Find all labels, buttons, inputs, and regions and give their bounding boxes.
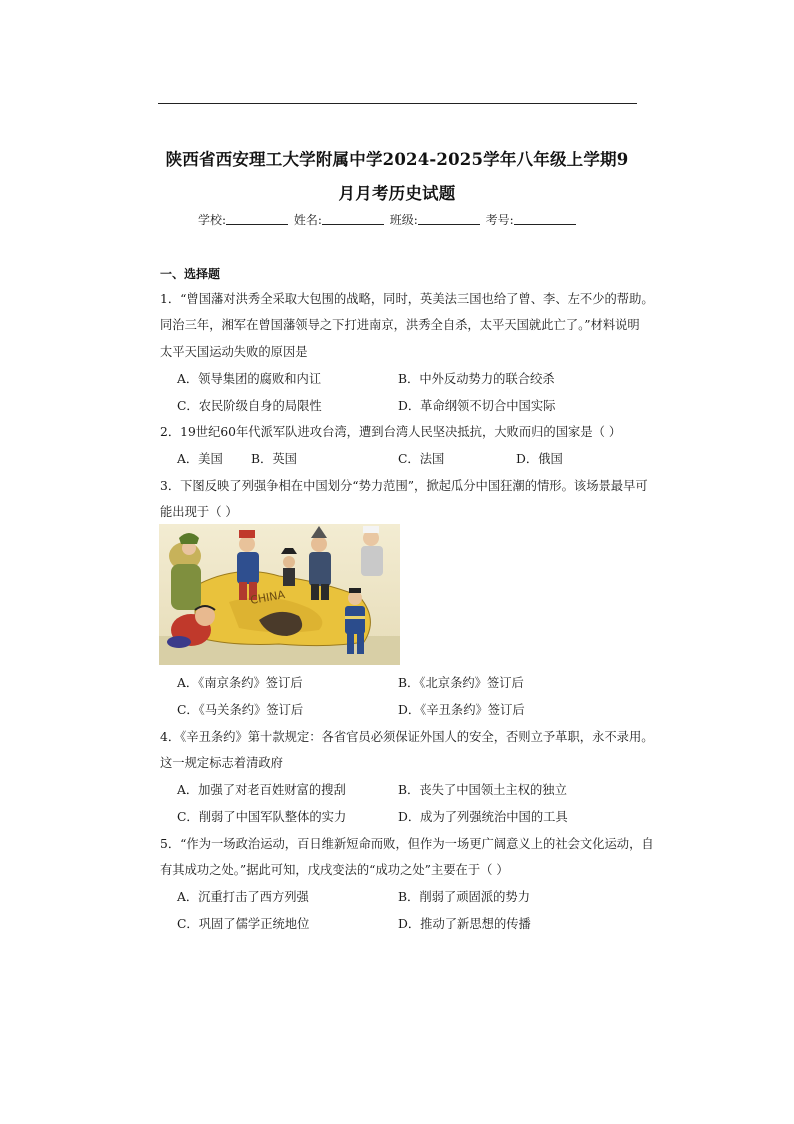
school-blank[interactable] <box>226 212 288 225</box>
q3-option-b[interactable]: B．《北京条约》签订后 <box>398 676 524 690</box>
q2-option-d[interactable]: D．俄国 <box>516 452 563 466</box>
q2-option-a[interactable]: A．美国 <box>177 452 223 466</box>
q5-stem-line-1: 5．“作为一场政治运动，百日维新短命而败，但作为一场更广阔意义上的社会文化运动，自 <box>160 837 654 851</box>
q2-option-b[interactable]: B．英国 <box>251 452 297 466</box>
student-info-row <box>198 211 578 228</box>
q4-option-b[interactable]: B．丧失了中国领土主权的独立 <box>398 783 567 797</box>
q4-stem-line-2: 这一规定标志着清政府 <box>160 756 283 770</box>
q4-option-a[interactable]: A．加强了对老百姓财富的搜刮 <box>177 783 346 797</box>
school-label: 学校: <box>198 213 227 227</box>
header-rule <box>158 103 637 104</box>
q1-option-a[interactable]: A．领导集团的腐败和内讧 <box>177 372 322 386</box>
q1-option-c[interactable]: C．农民阶级自身的局限性 <box>177 399 322 413</box>
exam-title-line-2: 月月考历史试题 <box>338 184 456 203</box>
name-label: 姓名: <box>293 213 322 227</box>
q3-stem-line-1: 3．下图反映了列强争相在中国划分“势力范围”，掀起瓜分中国狂潮的情形。该场景最早可 <box>160 479 648 493</box>
exam-number-label: 考号: <box>485 213 514 227</box>
q3-stem-line-2: 能出现于（ ） <box>160 505 238 519</box>
q3-option-a[interactable]: A．《南京条约》签订后 <box>177 676 303 690</box>
q5-option-a[interactable]: A．沉重打击了西方列强 <box>177 890 309 904</box>
exam-number-blank[interactable] <box>514 212 576 225</box>
q5-option-d[interactable]: D．推动了新思想的传播 <box>398 917 531 931</box>
q5-stem-line-2: 有其成功之处。”据此可知，戊戌变法的“成功之处”主要在于（ ） <box>160 863 509 877</box>
section-heading: 一、选择题 <box>160 267 221 281</box>
exam-title-line-1: 陕西省西安理工大学附属中学2024-2025学年八年级上学期9 <box>165 150 629 169</box>
q4-stem-line-1: 4．《辛丑条约》第十款规定：各省官员必须保证外国人的安全，否则立予革职，永不录用。 <box>160 730 654 744</box>
class-label: 班级: <box>389 213 418 227</box>
q4-option-c[interactable]: C．削弱了中国军队整体的实力 <box>177 810 347 824</box>
name-blank[interactable] <box>322 212 384 225</box>
q3-option-d[interactable]: D．《辛丑条约》签订后 <box>398 703 525 717</box>
q5-option-c[interactable]: C．巩固了儒学正统地位 <box>177 917 310 931</box>
q2-option-c[interactable]: C．法国 <box>398 452 445 466</box>
q1-stem-line-2: 同治三年，湘军在曾国藩领导之下打进南京，洪秀全自杀，太平天国就此亡了。”材料说明 <box>160 318 640 332</box>
q5-option-b[interactable]: B．削弱了顽固派的势力 <box>398 890 531 904</box>
q3-option-c[interactable]: C．《马关条约》签订后 <box>177 703 304 717</box>
q1-option-b[interactable]: B．中外反动势力的联合绞杀 <box>398 372 555 386</box>
class-blank[interactable] <box>418 212 480 225</box>
q1-stem-line-1: 1．“曾国藩对洪秀全采取大包围的战略，同时，英美法三国也给了曾、李、左不少的帮助。 <box>160 292 654 306</box>
q4-option-d[interactable]: D．成为了列强统治中国的工具 <box>398 810 568 824</box>
carving-up-china-cartoon <box>159 524 400 665</box>
q1-stem-line-3: 太平天国运动失败的原因是 <box>160 345 308 359</box>
cartoon-label: CHINA <box>249 588 286 607</box>
q2-stem-line-1: 2．19世纪60年代派军队进攻台湾，遭到台湾人民坚决抵抗，大败而归的国家是（ ） <box>160 425 622 439</box>
q1-option-d[interactable]: D．革命纲领不切合中国实际 <box>398 399 556 413</box>
